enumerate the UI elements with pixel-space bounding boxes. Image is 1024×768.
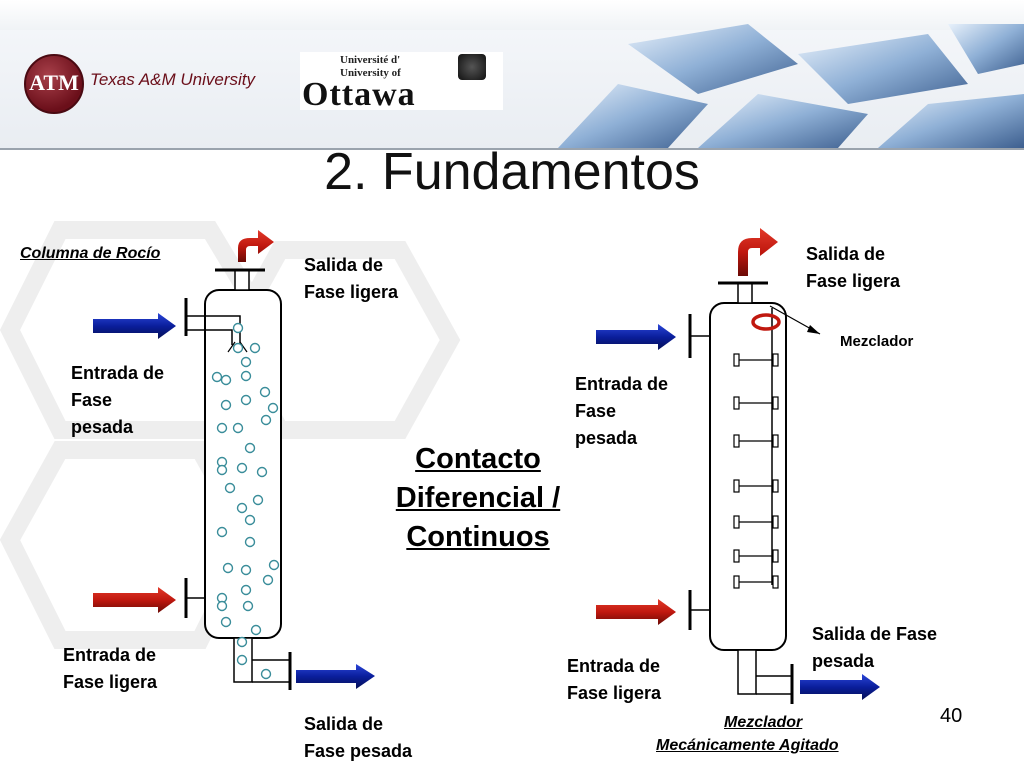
droplet [246,516,255,525]
droplet [244,602,253,611]
tamu-logo-text: ATM [29,70,79,95]
label-line: pesada [812,651,875,671]
label-line: Salida de [304,714,384,734]
label-line: Entrada de [63,645,157,665]
label-line: Entrada de [71,363,165,383]
droplet [238,464,247,473]
tamu-name: Texas A&M University [90,70,256,89]
label-line: Fase ligera [63,672,158,692]
impeller-blade [773,576,778,588]
heavy-outlet-arrow [800,674,880,700]
label-line: Fase ligera [304,282,399,302]
impeller-blade [773,435,778,447]
label-line: Fase [71,390,113,410]
spray-column-name: Columna de Rocío [20,245,161,262]
label-line: Fase ligera [567,683,662,703]
heavy-outlet-arrow [296,664,375,689]
label-line: Entrada de [567,656,661,676]
heavy-inlet-arrow [93,313,176,339]
heavy-inlet-arrow [596,324,676,350]
agitated-column-name-line2: Mecánicamente Agitado [656,737,839,754]
center-title-line: Diferencial / [395,482,561,514]
label-line: Fase ligera [806,271,901,291]
droplet [234,324,243,333]
slide-title: 2. Fundamentos [324,143,700,201]
ottawa-line1: Université d' [340,54,401,66]
impeller-blade [734,480,739,492]
droplet [246,538,255,547]
top-nozzle [235,270,249,290]
center-title-line: Continuos [406,521,550,553]
label-line: Salida de [806,244,886,264]
impeller-blade [773,480,778,492]
page-number: 40 [940,705,963,727]
impeller-blade [773,397,778,409]
droplet [218,424,227,433]
droplet [242,372,251,381]
impeller-blade [773,550,778,562]
droplet [242,358,251,367]
mixer-label: Mezclador [840,333,914,350]
droplet [234,344,243,353]
label-line: pesada [71,417,134,437]
droplet [261,388,270,397]
droplet [234,424,243,433]
droplet [226,484,235,493]
droplet [218,466,227,475]
label-line: Fase pesada [304,741,413,761]
impeller-blade [734,550,739,562]
impeller-blade [773,354,778,366]
droplet [238,504,247,513]
droplet [258,468,267,477]
droplet [238,656,247,665]
center-title-line: Contacto [415,443,541,475]
mixer-pointer-head [807,325,820,334]
droplet [254,496,263,505]
droplet [222,618,231,627]
label-line: Salida de [304,255,384,275]
droplet [264,576,273,585]
light-inlet-arrow [596,599,676,625]
right-outlet-bottom-label [812,621,937,675]
top-outlet-arrow [738,228,778,276]
impeller-blade [734,516,739,528]
right-light-inlet-label [567,653,661,707]
droplet [242,586,251,595]
top-nozzle [738,283,752,303]
label-line: Salida de Fase [812,624,938,644]
droplet [222,401,231,410]
droplet [213,373,222,382]
droplet [251,344,260,353]
droplet [222,376,231,385]
left-light-inlet-label [63,642,157,696]
droplet [270,561,279,570]
ottawa-line2: University of [340,67,401,79]
impeller-blade [734,435,739,447]
right-heavy-inlet-label [575,371,668,452]
ottawa-word: Ottawa [302,76,416,113]
left-outlet-bottom-label [304,711,412,765]
droplet [246,444,255,453]
left-heavy-inlet-label [71,360,164,441]
label-line: pesada [575,428,638,448]
impeller-blade [734,576,739,588]
impeller-blade [773,516,778,528]
label-line: Fase [575,401,617,421]
droplet [262,670,271,679]
light-inlet-arrow [93,587,176,613]
droplet [242,396,251,405]
impeller-blade [734,397,739,409]
droplet [262,416,271,425]
droplet [238,638,247,647]
bottom-nozzle [738,650,756,694]
impeller-blade [734,354,739,366]
label-line: Entrada de [575,374,669,394]
droplet [224,564,233,573]
droplet [242,566,251,575]
droplet [218,528,227,537]
droplet [252,626,261,635]
agitated-column-name-line1: Mezclador [724,714,803,731]
right-outlet-top-label [806,241,900,295]
center-title [360,440,596,557]
left-outlet-top-label [304,252,398,306]
droplet [269,404,278,413]
droplet [218,602,227,611]
